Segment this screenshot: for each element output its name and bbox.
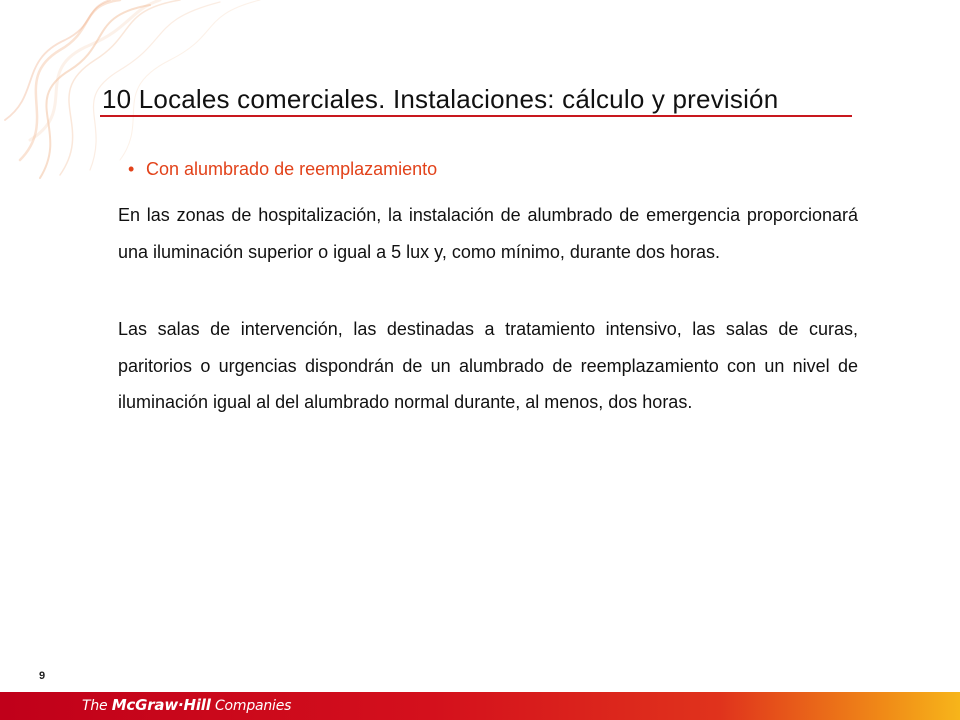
title-underline (100, 115, 852, 117)
bullet-item (128, 159, 437, 180)
brand-prefix: The (82, 698, 112, 714)
brand-name: McGraw·Hill (111, 696, 211, 714)
slide-title: 10 Locales comerciales. Instalaciones: cálculo y previsión (102, 84, 779, 114)
brand-logo (82, 696, 291, 714)
bullet-symbol: • (128, 159, 135, 179)
brand-suffix: Companies (210, 698, 292, 714)
page-number: 9 (39, 670, 46, 682)
bullet-text: Con alumbrado de reemplazamiento (146, 159, 438, 179)
paragraph-hospitalization: En las zonas de hospitalización, la instalación de alumbrado de emergencia proporcionará una iluminación superior o igual a 5 lux y, como mínimo, durante dos horas. (118, 205, 858, 262)
footer-bar (0, 692, 960, 720)
paragraph-intervention-rooms: Las salas de intervención, las destinadas a tratamiento intensivo, las salas de curas, paritorios o urgencias dispondrán de un alumbrado de reemplazamiento con un nivel de iluminación igual al del alumbrado normal durante, al menos, dos horas. (118, 319, 858, 412)
